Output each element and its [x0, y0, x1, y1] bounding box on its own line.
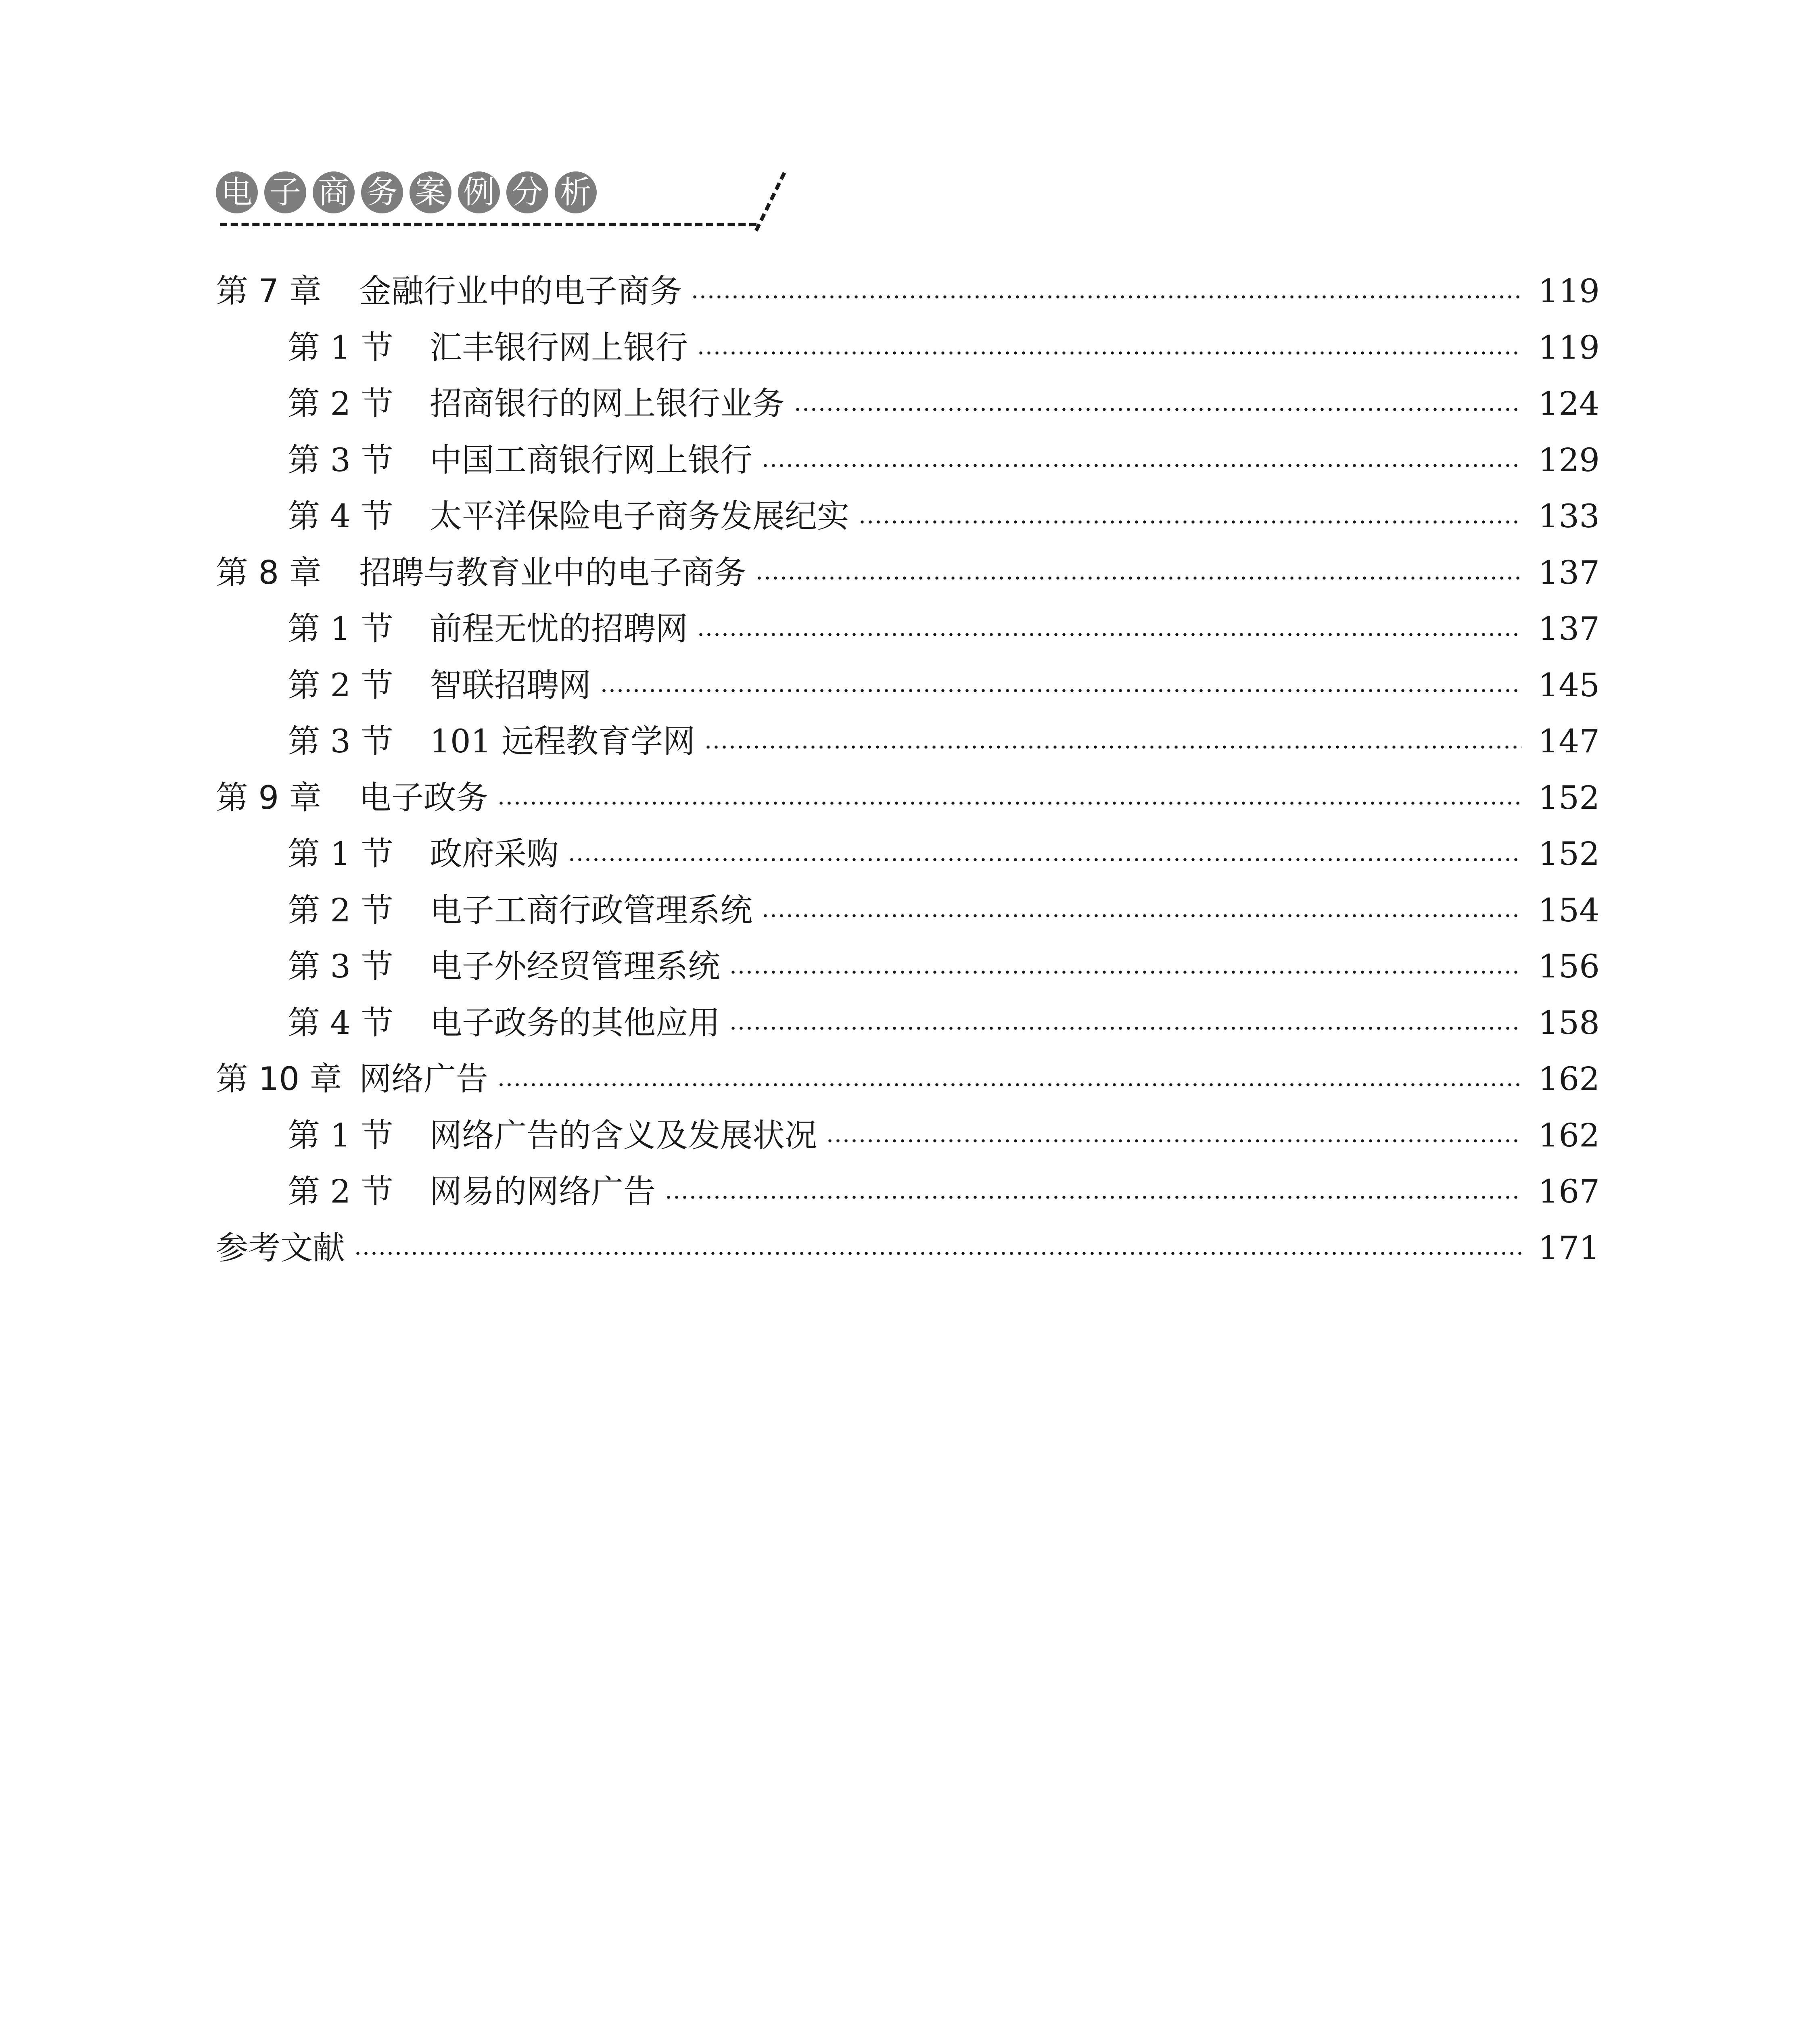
toc-dot-leader: [858, 520, 1522, 524]
title-dashed-slash: [754, 172, 786, 232]
toc-dot-leader: [497, 801, 1522, 805]
toc-entry-label: 第 3 节: [288, 441, 393, 479]
toc-entry-page: 119: [1538, 272, 1600, 310]
toc-entry-label: 第 9 章: [216, 779, 322, 816]
toc-entry-title: 电子政务: [359, 779, 488, 816]
toc-section-entry[interactable]: [216, 713, 1600, 770]
toc-entry-label: 第 8 章: [216, 553, 322, 591]
toc-chapter-entry[interactable]: [216, 770, 1600, 826]
toc-dot-leader: [354, 1251, 1522, 1255]
toc-entry-label: 第 4 节: [288, 497, 393, 535]
title-dashed-underline: [220, 223, 756, 226]
toc-section-entry[interactable]: [216, 938, 1600, 995]
toc-entry-title: 中国工商银行网上银行: [430, 441, 752, 479]
toc-entry-title: 参考文献: [216, 1229, 345, 1267]
book-title-char: 商: [313, 171, 355, 213]
toc-entry-label: 第 2 节: [288, 891, 393, 929]
toc-entry-title: 智联招聘网: [430, 666, 591, 704]
toc-entry-title: 网易的网络广告: [430, 1173, 656, 1210]
toc-entry-label: 第 10 章: [216, 1060, 342, 1098]
toc-entry-page: 171: [1538, 1229, 1600, 1267]
book-title-char: 析: [555, 171, 597, 213]
book-title-char: 例: [458, 171, 500, 213]
toc-dot-leader: [600, 689, 1522, 693]
toc-entry-label: 第 3 节: [288, 948, 393, 985]
toc-entry-title: 网络广告: [359, 1060, 488, 1098]
toc-entry-label: 第 4 节: [288, 1004, 393, 1042]
toc-entry-label: 第 7 章: [216, 272, 322, 310]
toc-dot-leader: [729, 970, 1522, 974]
toc-entry-label: 第 3 节: [288, 722, 393, 760]
toc-section-entry[interactable]: [216, 826, 1600, 882]
toc-section-entry[interactable]: [216, 319, 1600, 376]
toc-dot-leader: [755, 576, 1522, 580]
toc-section-entry[interactable]: [216, 995, 1600, 1051]
table-of-contents: [216, 263, 1600, 1276]
toc-dot-leader: [729, 1026, 1522, 1030]
toc-section-entry[interactable]: [216, 376, 1600, 432]
toc-dot-leader: [697, 351, 1522, 355]
toc-entry-title: 汇丰银行网上银行: [430, 328, 688, 366]
toc-entry-title: 招商银行的网上银行业务: [430, 385, 785, 422]
toc-section-entry[interactable]: [216, 432, 1600, 489]
toc-entry-page: 129: [1538, 441, 1600, 479]
book-title-char: 案: [410, 171, 451, 213]
toc-entry-title: 太平洋保险电子商务发展纪实: [430, 497, 849, 535]
book-title-char: 子: [264, 171, 306, 213]
toc-entry-page: 156: [1538, 948, 1600, 985]
book-title-char: 电: [216, 171, 258, 213]
book-title: [216, 171, 597, 213]
toc-chapter-entry[interactable]: [216, 1051, 1600, 1107]
toc-entry-title: 政府采购: [430, 835, 559, 873]
toc-entry-title: 电子政务的其他应用: [430, 1004, 720, 1042]
toc-entry-page: 152: [1538, 835, 1600, 873]
toc-dot-leader: [697, 633, 1522, 637]
toc-section-entry[interactable]: [216, 488, 1600, 545]
toc-dot-leader: [794, 407, 1522, 411]
toc-entry-page: 133: [1538, 497, 1600, 535]
toc-section-entry[interactable]: [216, 657, 1600, 714]
toc-entry-label: 第 1 节: [288, 328, 393, 366]
toc-entry-title: 金融行业中的电子商务: [359, 272, 682, 310]
toc-entry-page: 145: [1538, 666, 1600, 704]
book-title-char: 分: [506, 171, 548, 213]
toc-entry-page: 162: [1538, 1060, 1600, 1098]
toc-section-entry[interactable]: [216, 882, 1600, 939]
toc-entry-page: 152: [1538, 779, 1600, 816]
toc-entry-page: 137: [1538, 553, 1600, 591]
toc-entry-label: 第 2 节: [288, 666, 393, 704]
toc-entry-title: 101 远程教育学网: [430, 722, 696, 760]
toc-entry-page: 119: [1538, 328, 1600, 366]
toc-section-entry[interactable]: [216, 1163, 1600, 1220]
toc-entry-label: 第 1 节: [288, 835, 393, 873]
toc-chapter-entry[interactable]: [216, 263, 1600, 319]
toc-entry-title: 前程无忧的招聘网: [430, 610, 688, 647]
toc-dot-leader: [826, 1139, 1522, 1143]
toc-entry-page: 137: [1538, 610, 1600, 647]
toc-entry-page: 167: [1538, 1173, 1600, 1210]
toc-section-entry[interactable]: [216, 601, 1600, 657]
toc-dot-leader: [691, 295, 1522, 299]
toc-entry-page: 154: [1538, 891, 1600, 929]
toc-chapter-entry[interactable]: [216, 545, 1600, 601]
toc-section-entry[interactable]: [216, 1107, 1600, 1164]
toc-references-entry[interactable]: [216, 1220, 1600, 1276]
toc-entry-label: 第 2 节: [288, 1173, 393, 1210]
toc-dot-leader: [704, 745, 1522, 749]
toc-entry-page: 158: [1538, 1004, 1600, 1042]
toc-dot-leader: [664, 1195, 1522, 1199]
book-title-char: 务: [361, 171, 403, 213]
toc-entry-page: 124: [1538, 385, 1600, 422]
toc-entry-title: 电子外经贸管理系统: [430, 948, 720, 985]
toc-dot-leader: [497, 1083, 1522, 1087]
toc-dot-leader: [761, 464, 1522, 468]
toc-entry-label: 第 2 节: [288, 385, 393, 422]
toc-dot-leader: [568, 858, 1522, 862]
toc-entry-title: 网络广告的含义及发展状况: [430, 1116, 817, 1154]
toc-entry-page: 162: [1538, 1116, 1600, 1154]
toc-entry-title: 招聘与教育业中的电子商务: [359, 553, 746, 591]
toc-entry-title: 电子工商行政管理系统: [430, 891, 752, 929]
toc-dot-leader: [761, 914, 1522, 918]
toc-entry-label: 第 1 节: [288, 610, 393, 647]
toc-entry-label: 第 1 节: [288, 1116, 393, 1154]
toc-entry-page: 147: [1538, 722, 1600, 760]
